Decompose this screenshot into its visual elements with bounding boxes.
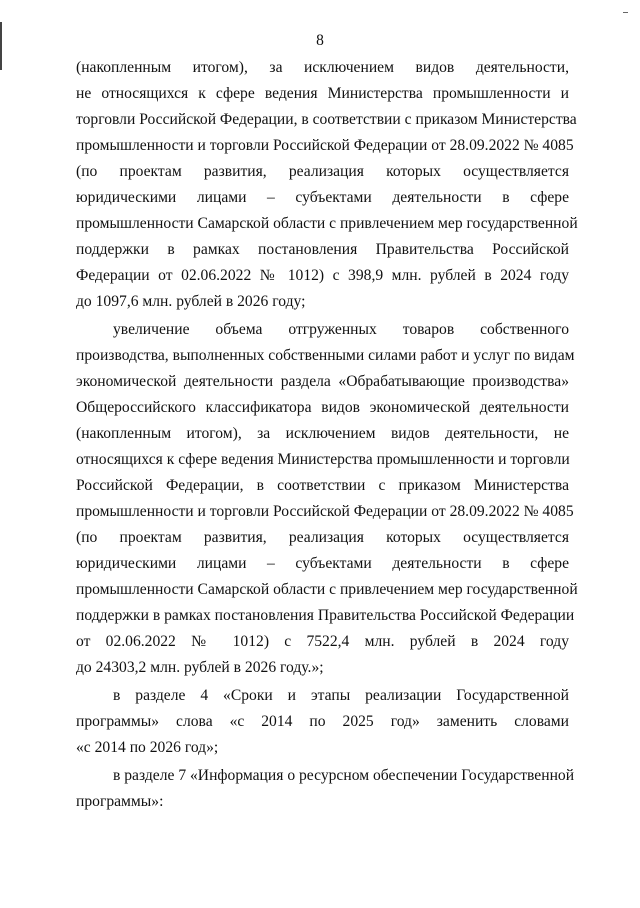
text-line: относящихся к сфере ведения Министерства промышленности и торговли bbox=[76, 451, 570, 468]
text-line: до 1097,6 млн. рублей в 2026 году; bbox=[76, 293, 306, 310]
text-line: юридическими лицами – субъектами деятельности в сфере bbox=[76, 555, 569, 572]
page-number: 8 bbox=[316, 32, 324, 49]
text-line: промышленности Самарской области с привлечением мер государственной bbox=[76, 581, 578, 598]
text-line: Общероссийского классификатора видов экономической деятельности bbox=[76, 399, 569, 416]
text-line: поддержки в рамках постановления Правительства Российской Федерации bbox=[76, 607, 575, 624]
scan-corner-mark bbox=[623, 12, 628, 13]
text-line: (накопленным итогом), за исключением видов деятельности, bbox=[76, 59, 569, 76]
text-line: «с 2014 по 2026 год»; bbox=[76, 739, 219, 756]
text-line: торговли Российской Федерации, в соответствии с приказом Министерства bbox=[76, 111, 577, 128]
text-line: экономической деятельности раздела «Обрабатывающие производства» bbox=[76, 373, 569, 390]
text-line: производства, выполненных собственными силами работ и услуг по видам bbox=[76, 347, 575, 364]
text-line: до 24303,2 млн. рублей в 2026 году.»; bbox=[76, 659, 324, 676]
text-line: промышленности и торговли Российской Федерации от 28.09.2022 № 4085 bbox=[76, 137, 574, 154]
text-line: поддержки в рамках постановления Правительства Российской bbox=[76, 241, 569, 258]
text-line: (по проектам развития, реализация которых осуществляется bbox=[76, 529, 569, 546]
text-line: (накопленным итогом), за исключением видов деятельности, не bbox=[76, 425, 569, 442]
paragraph-first-line: увеличение объема отгруженных товаров собственного bbox=[113, 321, 569, 338]
text-line: Российской Федерации, в соответствии с приказом Министерства bbox=[76, 477, 569, 494]
text-line: программы»: bbox=[76, 793, 164, 810]
text-line: программы» слова «с 2014 по 2025 год» заменить словами bbox=[76, 713, 569, 730]
text-line: Федерации от 02.06.2022 № 1012) с 398,9 млн. рублей в 2024 году bbox=[76, 267, 569, 284]
paragraph-first-line: в разделе 4 «Сроки и этапы реализации Государственной bbox=[113, 687, 569, 704]
text-line: (по проектам развития, реализация которых осуществляется bbox=[76, 163, 569, 180]
text-line: юридическими лицами – субъектами деятельности в сфере bbox=[76, 189, 569, 206]
paragraph-first-line: в разделе 7 «Информация о ресурсном обеспечении Государственной bbox=[113, 767, 575, 784]
text-line: от 02.06.2022 № 1012) с 7522,4 млн. рублей в 2024 году bbox=[76, 633, 569, 650]
text-line: не относящихся к сфере ведения Министерства промышленности и bbox=[76, 85, 569, 102]
text-line: промышленности Самарской области с привлечением мер государственной bbox=[76, 215, 578, 232]
text-line: промышленности и торговли Российской Федерации от 28.09.2022 № 4085 bbox=[76, 503, 574, 520]
